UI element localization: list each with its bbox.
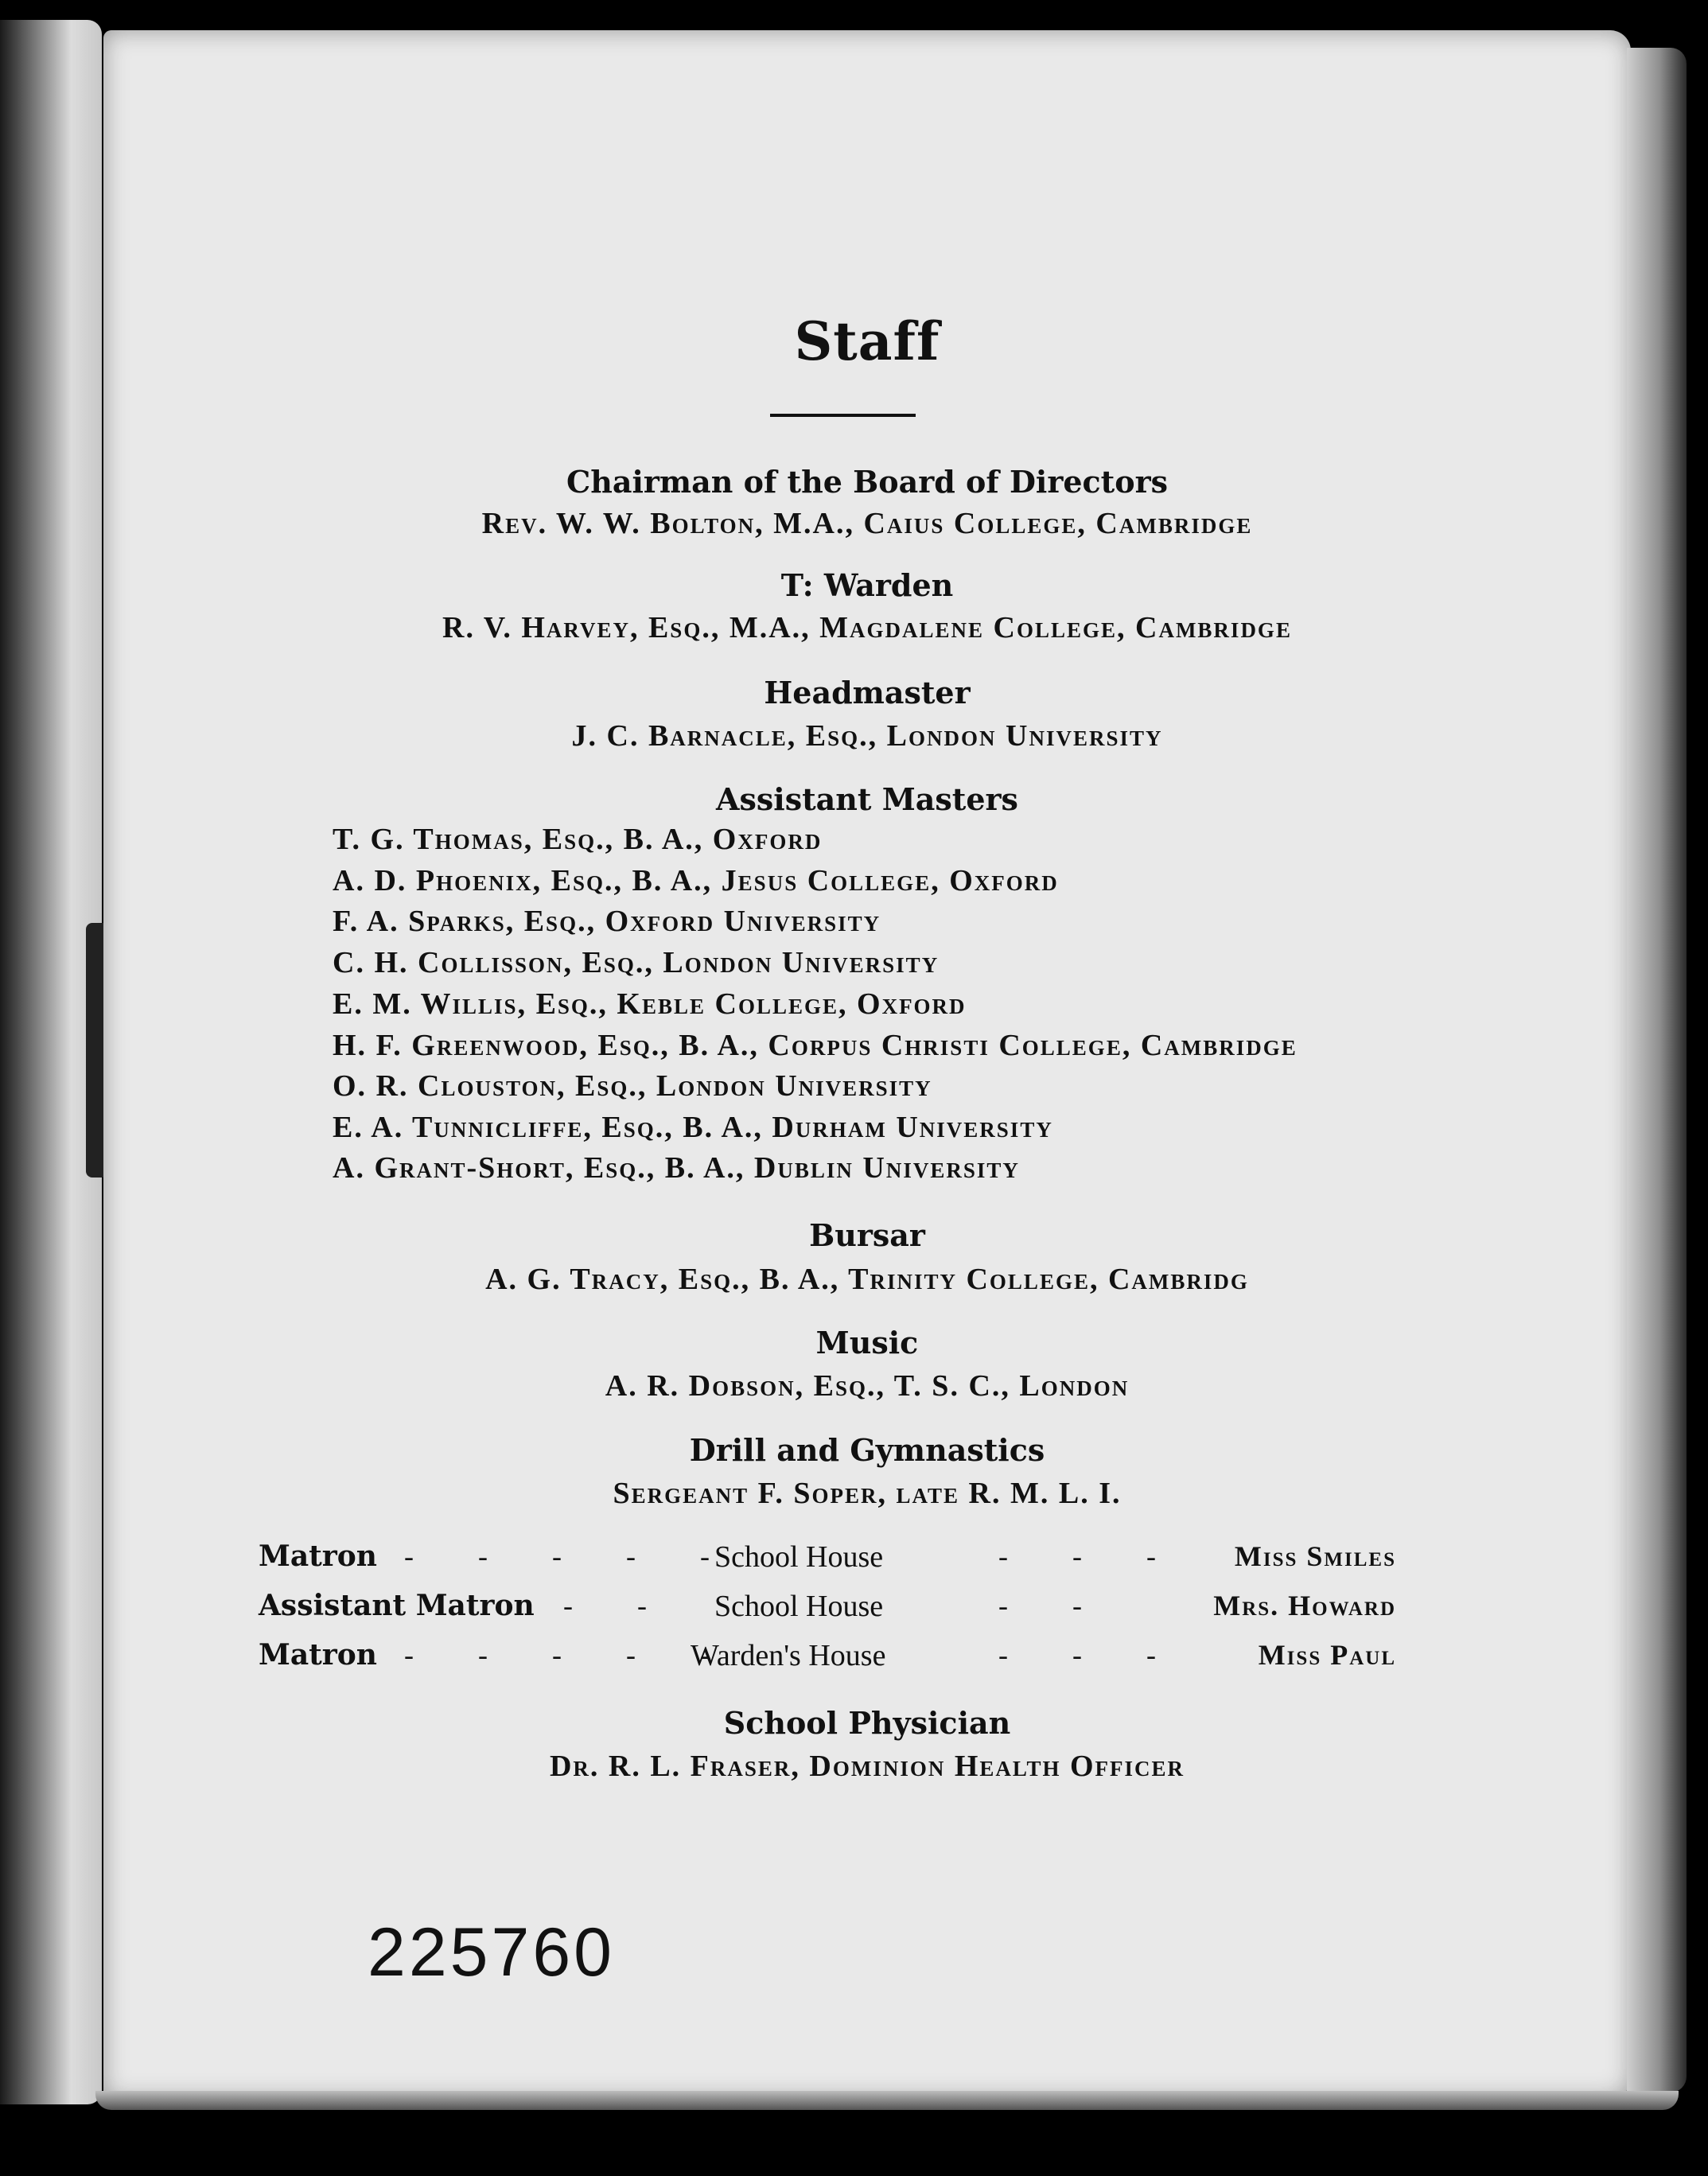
- matron-dashes: - - - - -: [404, 1639, 738, 1671]
- assistant-master-line: E. M. Willis, Esq., Keble College, Oxford: [333, 987, 967, 1021]
- matron-role: Matron: [259, 1638, 377, 1672]
- matron-role: Matron: [259, 1540, 377, 1573]
- assistant-matron-role: Assistant Matron: [259, 1589, 535, 1622]
- catalog-number: 225760: [368, 1914, 615, 1991]
- assistant-matron-dashes: - -: [563, 1590, 675, 1621]
- drill-line: Sergeant F. Soper, late R. M. L. I.: [613, 1477, 1122, 1510]
- bursar-line: A. G. Tracy, Esq., B. A., Trinity College, Cambridg: [485, 1263, 1249, 1296]
- matron-dashes: - - - - -: [404, 1540, 738, 1572]
- physician-line: Dr. R. L. Fraser, Dominion Health Officer: [549, 1750, 1185, 1783]
- bottom-page-edge: [95, 2091, 1679, 2110]
- right-page-edge: [1627, 48, 1687, 2092]
- assistant-matron-name: Mrs. Howard: [1213, 1590, 1396, 1621]
- matron-dashes-2: - - -: [998, 1540, 1185, 1572]
- assistant-master-line: O. R. Clouston, Esq., London University: [333, 1069, 932, 1103]
- assistant-masters-heading: Assistant Masters: [716, 781, 1018, 817]
- warden-heading: T: Warden: [780, 567, 954, 603]
- music-heading: Music: [815, 1325, 919, 1360]
- matron-name: Miss Paul: [1258, 1639, 1396, 1671]
- assistant-master-line: A. D. Phoenix, Esq., B. A., Jesus College, Oxford: [333, 864, 1059, 897]
- matron-name: Miss Smiles: [1234, 1540, 1396, 1572]
- chairman-heading: Chairman of the Board of Directors: [566, 464, 1168, 500]
- page-title: Staff: [794, 310, 940, 372]
- assistant-master-line: A. Grant-Short, Esq., B. A., Dublin University: [333, 1151, 1020, 1185]
- drill-heading: Drill and Gymnastics: [689, 1432, 1045, 1468]
- assistant-master-line: C. H. Collisson, Esq., London University: [333, 946, 940, 979]
- headmaster-heading: Headmaster: [764, 675, 971, 710]
- headmaster-line: J. C. Barnacle, Esq., London University: [571, 719, 1163, 753]
- matron-dashes-2: - - -: [998, 1639, 1185, 1671]
- bursar-heading: Bursar: [809, 1217, 925, 1253]
- music-line: A. R. Dobson, Esq., T. S. C., London: [605, 1369, 1130, 1403]
- assistant-master-line: T. G. Thomas, Esq., B. A., Oxford: [333, 823, 823, 856]
- assistant-matron-house: School House: [714, 1590, 884, 1623]
- physician-heading: School Physician: [723, 1705, 1011, 1741]
- assistant-matron-dashes-2: - -: [998, 1590, 1111, 1621]
- chairman-line: Rev. W. W. Bolton, M.A., Caius College, Cambridge: [481, 507, 1253, 540]
- assistant-master-line: E. A. Tunnicliffe, Esq., B. A., Durham University: [333, 1111, 1053, 1144]
- warden-line: R. V. Harvey, Esq., M.A., Magdalene College, Cambridge: [442, 611, 1292, 644]
- matron-house: Warden's House: [691, 1639, 886, 1672]
- matron-house: School House: [714, 1540, 884, 1574]
- assistant-master-line: F. A. Sparks, Esq., Oxford University: [333, 905, 881, 938]
- assistant-master-line: H. F. Greenwood, Esq., B. A., Corpus Christi College, Cambridge: [333, 1029, 1298, 1062]
- title-rule: [770, 414, 916, 417]
